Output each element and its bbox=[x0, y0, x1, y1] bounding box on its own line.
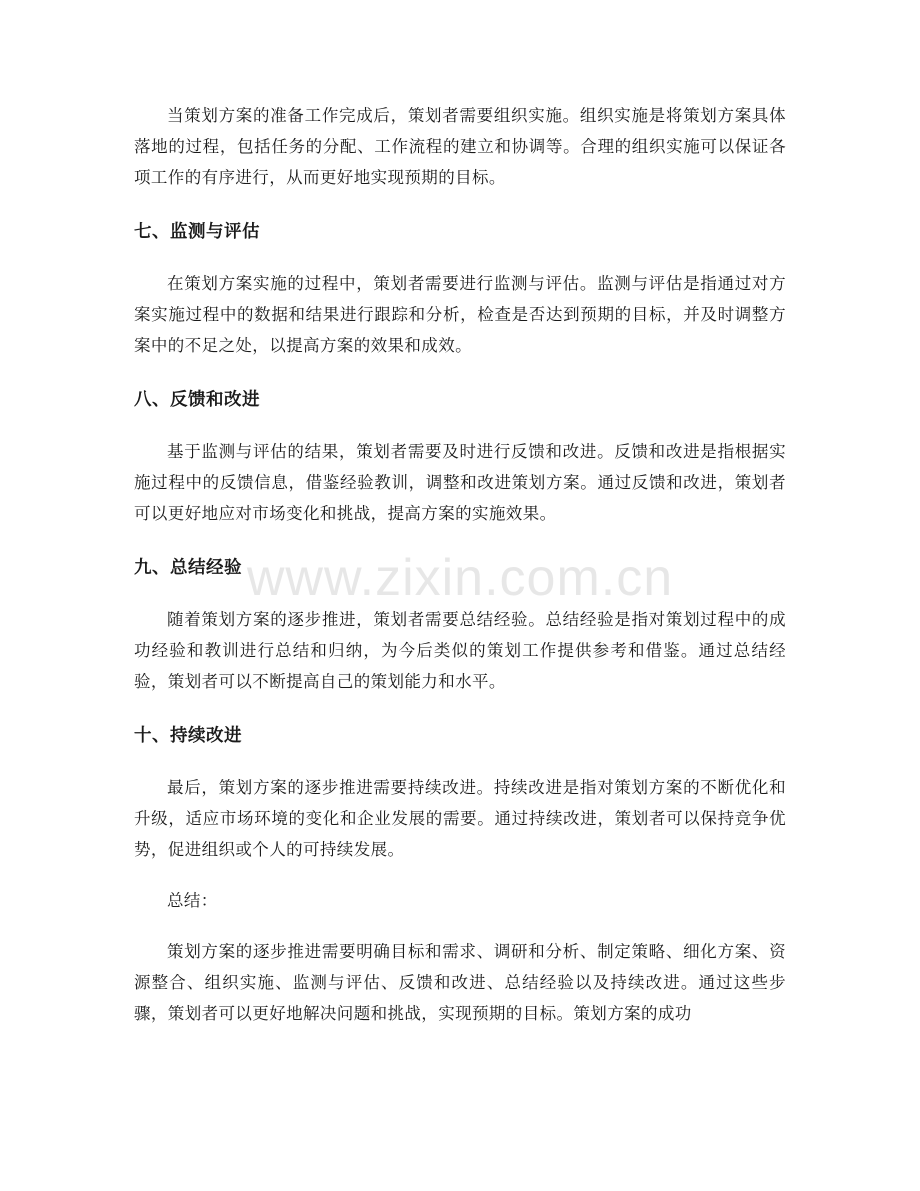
watermark: www.zixin.com.cn bbox=[246, 549, 674, 607]
paragraph-summarize-experience: 随着策划方案的逐步推进，策划者需要总结经验。总结经验是指对策划过程中的成功经验和教训进行总结和归纳，为今后类似的策划工作提供参考和借鉴。通过总结经验，策划者可以不断提高自己的策划能力和水平。 bbox=[134, 610, 786, 691]
paragraph-summary: 策划方案的逐步推进需要明确目标和需求、调研和分析、制定策略、细化方案、资源整合、组织实施、监测与评估、反馈和改进、总结经验以及持续改进。通过这些步骤，策划者可以更好地解决问题和挑战，实现预期的目标。策划方案的成功 bbox=[134, 942, 786, 1023]
paragraph-feedback-improve: 基于监测与评估的结果，策划者需要及时进行反馈和改进。反馈和改进是指根据实施过程中的反馈信息，借鉴经验教训，调整和改进策划方案。通过反馈和改进，策划者可以更好地应对市场变化和挑战，提高方案的实施效果。 bbox=[134, 442, 786, 523]
paragraph-monitor-evaluate: 在策划方案实施的过程中，策划者需要进行监测与评估。监测与评估是指通过对方案实施过程中的数据和结果进行跟踪和分析，检查是否达到预期的目标，并及时调整方案中的不足之处，以提高方案的效果和成效。 bbox=[134, 274, 786, 355]
heading-feedback-improve: 八、反馈和改进 bbox=[134, 390, 260, 410]
heading-continuous-improvement: 十、持续改进 bbox=[134, 726, 242, 746]
document-body bbox=[134, 100, 786, 1029]
paragraph-continuous-improvement: 最后，策划方案的逐步推进需要持续改进。持续改进是指对策划方案的不断优化和升级，适应市场环境的变化和企业发展的需要。通过持续改进，策划者可以保持竞争优势，促进组织或个人的可持续发展。 bbox=[134, 778, 786, 859]
summary-label: 总结： bbox=[167, 891, 218, 910]
paragraph-organize-implementation: 当策划方案的准备工作完成后，策划者需要组织实施。组织实施是将策划方案具体落地的过程，包括任务的分配、工作流程的建立和协调等。合理的组织实施可以保证各项工作的有序进行，从而更好地实现预期的目标。 bbox=[134, 106, 786, 187]
heading-monitor-evaluate: 七、监测与评估 bbox=[134, 222, 260, 242]
heading-summarize-experience: 九、总结经验 bbox=[134, 558, 242, 578]
